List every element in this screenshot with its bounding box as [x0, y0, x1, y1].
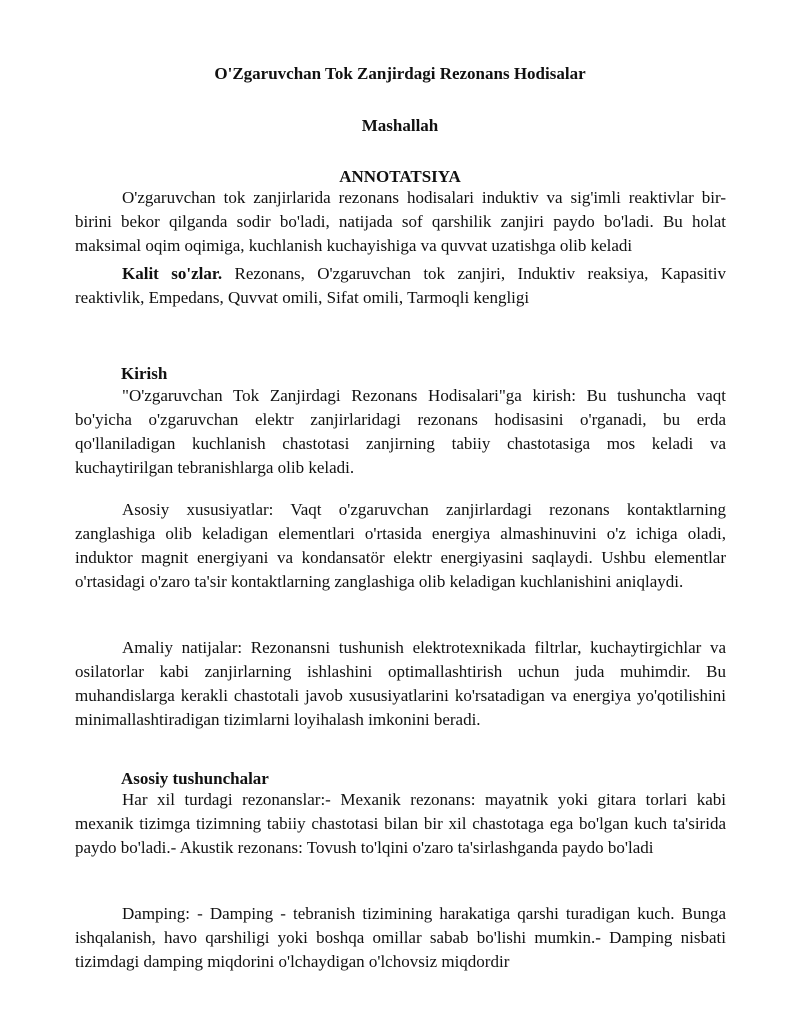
keywords-label: Kalit so'zlar.	[122, 264, 223, 283]
concepts-heading: Asosiy tushunchalar	[121, 769, 269, 788]
concepts-paragraph: Har xil turdagi rezonanslar:- Mexanik rezonans: mayatnik yoki gitara torlari kabi mexanik tizimga tizimning tabiiy chastotasi bilan bir xil chastotaga ega bo'lgan kuch ta'sirida paydo bo'ladi.- Akustik rezonans: Tovush to'lqini o'zaro ta'sirlashganda paydo bo'ladi	[75, 790, 726, 857]
abstract-heading: ANNOTATSIYA	[339, 167, 461, 186]
results-paragraph: Amaliy natijalar: Rezonansni tushunish elektrotexnikada filtrlar, kuchaytirgichlar va osilatorlar kabi zanjirlarning ishlashini optimallashtirish uchun juda muhimdir. Bu muhandislarga kerakli chastotali javob xususiyatlarini ko'rsatadigan va energiya yo'qotilishini minimallashtiradigan tizimlarni loyihalash imkonini beradi.	[75, 638, 726, 729]
intro-section	[75, 384, 726, 480]
abstract-section	[75, 186, 726, 258]
keywords-paragraph	[75, 262, 726, 310]
paper-title: O'Zgaruvchan Tok Zanjirdagi Rezonans Hodisalar	[214, 64, 586, 83]
author-name: Mashallah	[361, 116, 439, 135]
results-section	[75, 636, 726, 732]
damping-section	[75, 902, 726, 974]
features-paragraph: Asosiy xususiyatlar: Vaqt o'zgaruvchan zanjirlardagi rezonans kontaktlarning zanglashiga olib keladigan elementlari o'rtasida energiya almashinuvini o'z ichiga oladi, induktor magnit energiyani va kondansatör elektr energiyasini saqlaydi. Ushbu elementlar o'rtasidagi o'zaro ta'sir kontaktlarning zanglashiga olib keladigan kuchlanishini aniqlaydi.	[75, 500, 726, 591]
damping-paragraph: Damping: - Damping - tebranish tizimining harakatiga qarshi turadigan kuch. Bunga ishqalanish, havo qarshiligi yoki boshqa omillar sabab bo'lishi mumkin.- Damping nisbati tizimdagi damping miqdorini o'lchaydigan o'lchovsiz miqdordir	[75, 904, 726, 971]
concepts-section	[75, 788, 726, 860]
intro-heading: Kirish	[121, 364, 168, 383]
keywords-list: Rezonans, O'zgaruvchan tok zanjiri, Induktiv reaksiya, Kapasitiv reaktivlik, Empedans, Quvvat omili, Sifat omili, Tarmoqli kengligi	[75, 264, 726, 307]
keywords-section	[75, 262, 726, 310]
features-section	[75, 498, 726, 594]
intro-paragraph: "O'zgaruvchan Tok Zanjirdagi Rezonans Hodisalari"ga kirish: Bu tushuncha vaqt bo'yicha o'zgaruvchan elektr zanjirlaridagi rezonans hodisasini o'rganadi, bu erda qo'llaniladigan kuchlanish chastotasi zanjirning tabiiy chastotasiga mos keladi va kuchaytirilgan tebranishlarga olib keladi.	[75, 386, 726, 477]
abstract-paragraph: O'zgaruvchan tok zanjirlarida rezonans hodisalari induktiv va sig'imli reaktivlar bir-birini bekor qilganda sodir bo'ladi, natijada sof qarshilik zanjiri paydo bo'ladi. Bu holat maksimal oqim oqimiga, kuchlanish kuchayishiga va quvvat uzatishga olib keladi	[75, 188, 726, 255]
